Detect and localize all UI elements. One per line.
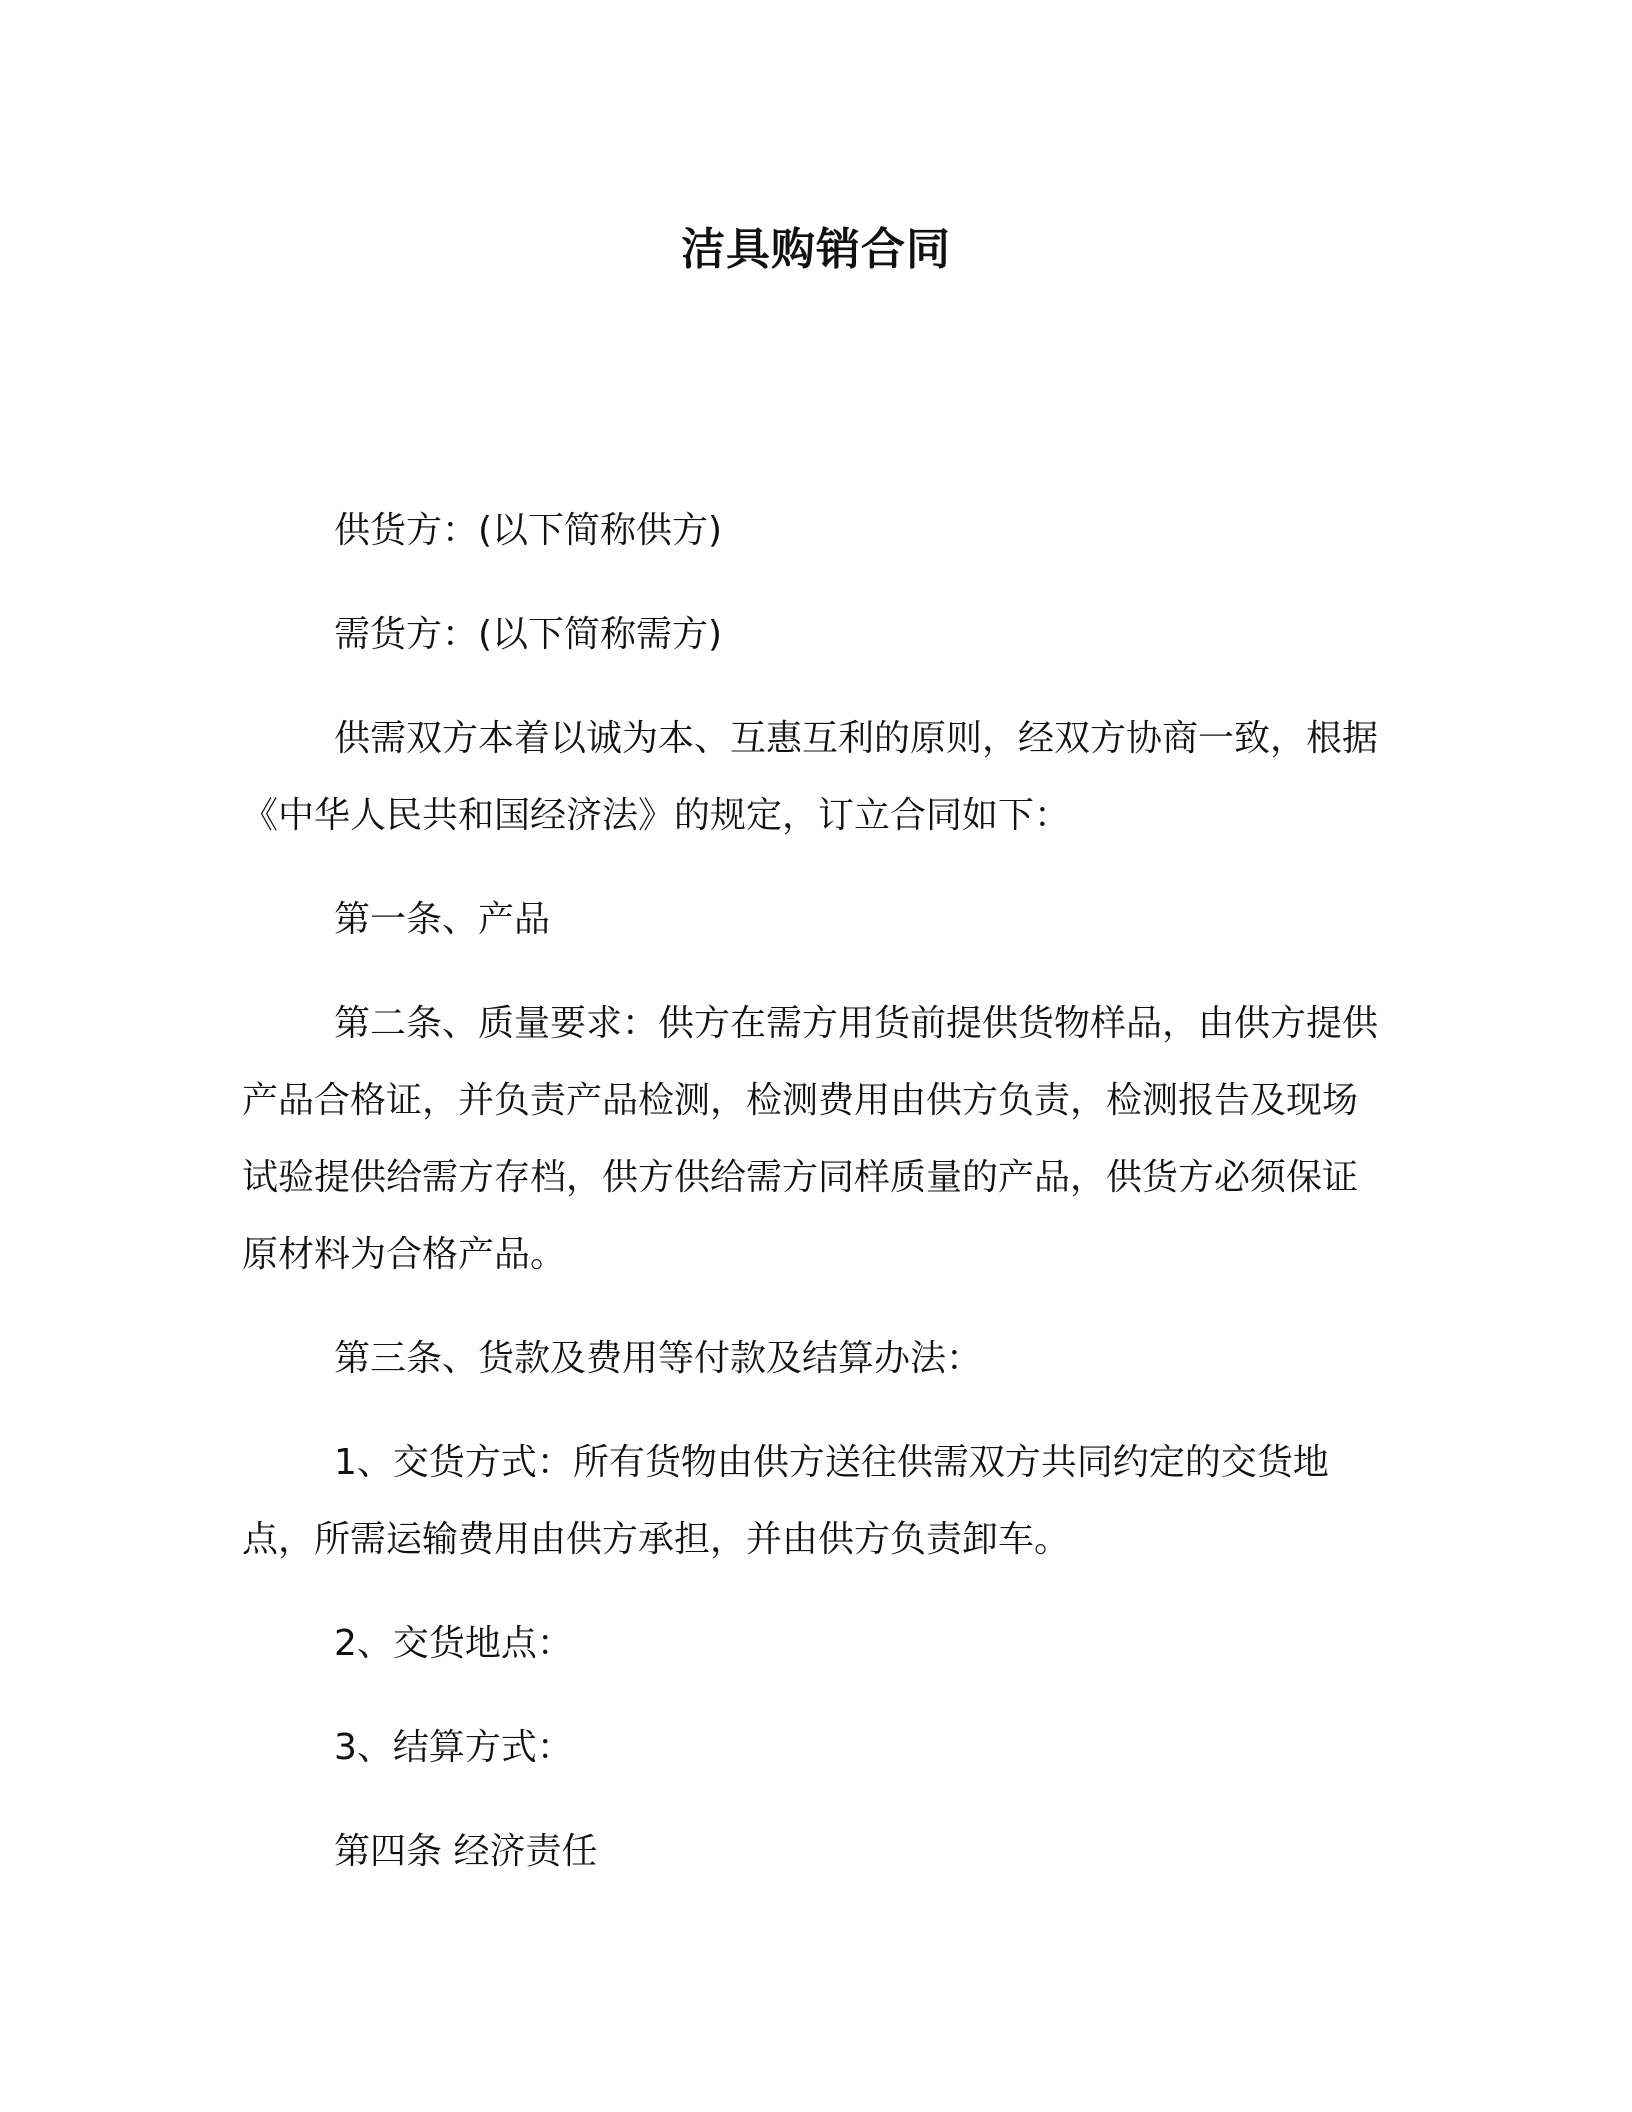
paragraph-article-2: 第二条、质量要求：供方在需方用货前提供货物样品，由供方提供产品合格证，并负责产品检测，检测费用由供方负责，检测报告及现场试验提供给需方存档，供方供给需方同样质量的产品，供货方必须保证原材料为合格产品。 (242, 1003, 1379, 1275)
paragraph-item-2: 2、交货地点： (334, 1623, 573, 1664)
paragraph-article-1: 第一条、产品 (334, 899, 551, 940)
document-title: 洁具购销合同 (681, 224, 951, 275)
paragraph-supplier: 供货方：(以下简称供方) (334, 510, 723, 551)
paragraph-buyer: 需货方：(以下简称需方) (334, 614, 723, 655)
paragraph-article-3: 第三条、货款及费用等付款及结算办法： (334, 1338, 983, 1379)
paragraph-preamble: 供需双方本着以诚为本、互惠互利的原则，经双方协商一致，根据《中华人民共和国经济法》的规定，订立合同如下： (242, 718, 1379, 836)
paragraph-item-3: 3、结算方式： (334, 1727, 573, 1768)
paragraph-item-1: 1、交货方式：所有货物由供方送往供需双方共同约定的交货地点，所需运输费用由供方承担，并由供方负责卸车。 (242, 1442, 1329, 1560)
document-body (242, 492, 1392, 1917)
paragraph-article-4: 第四条 经济责任 (334, 1831, 598, 1872)
